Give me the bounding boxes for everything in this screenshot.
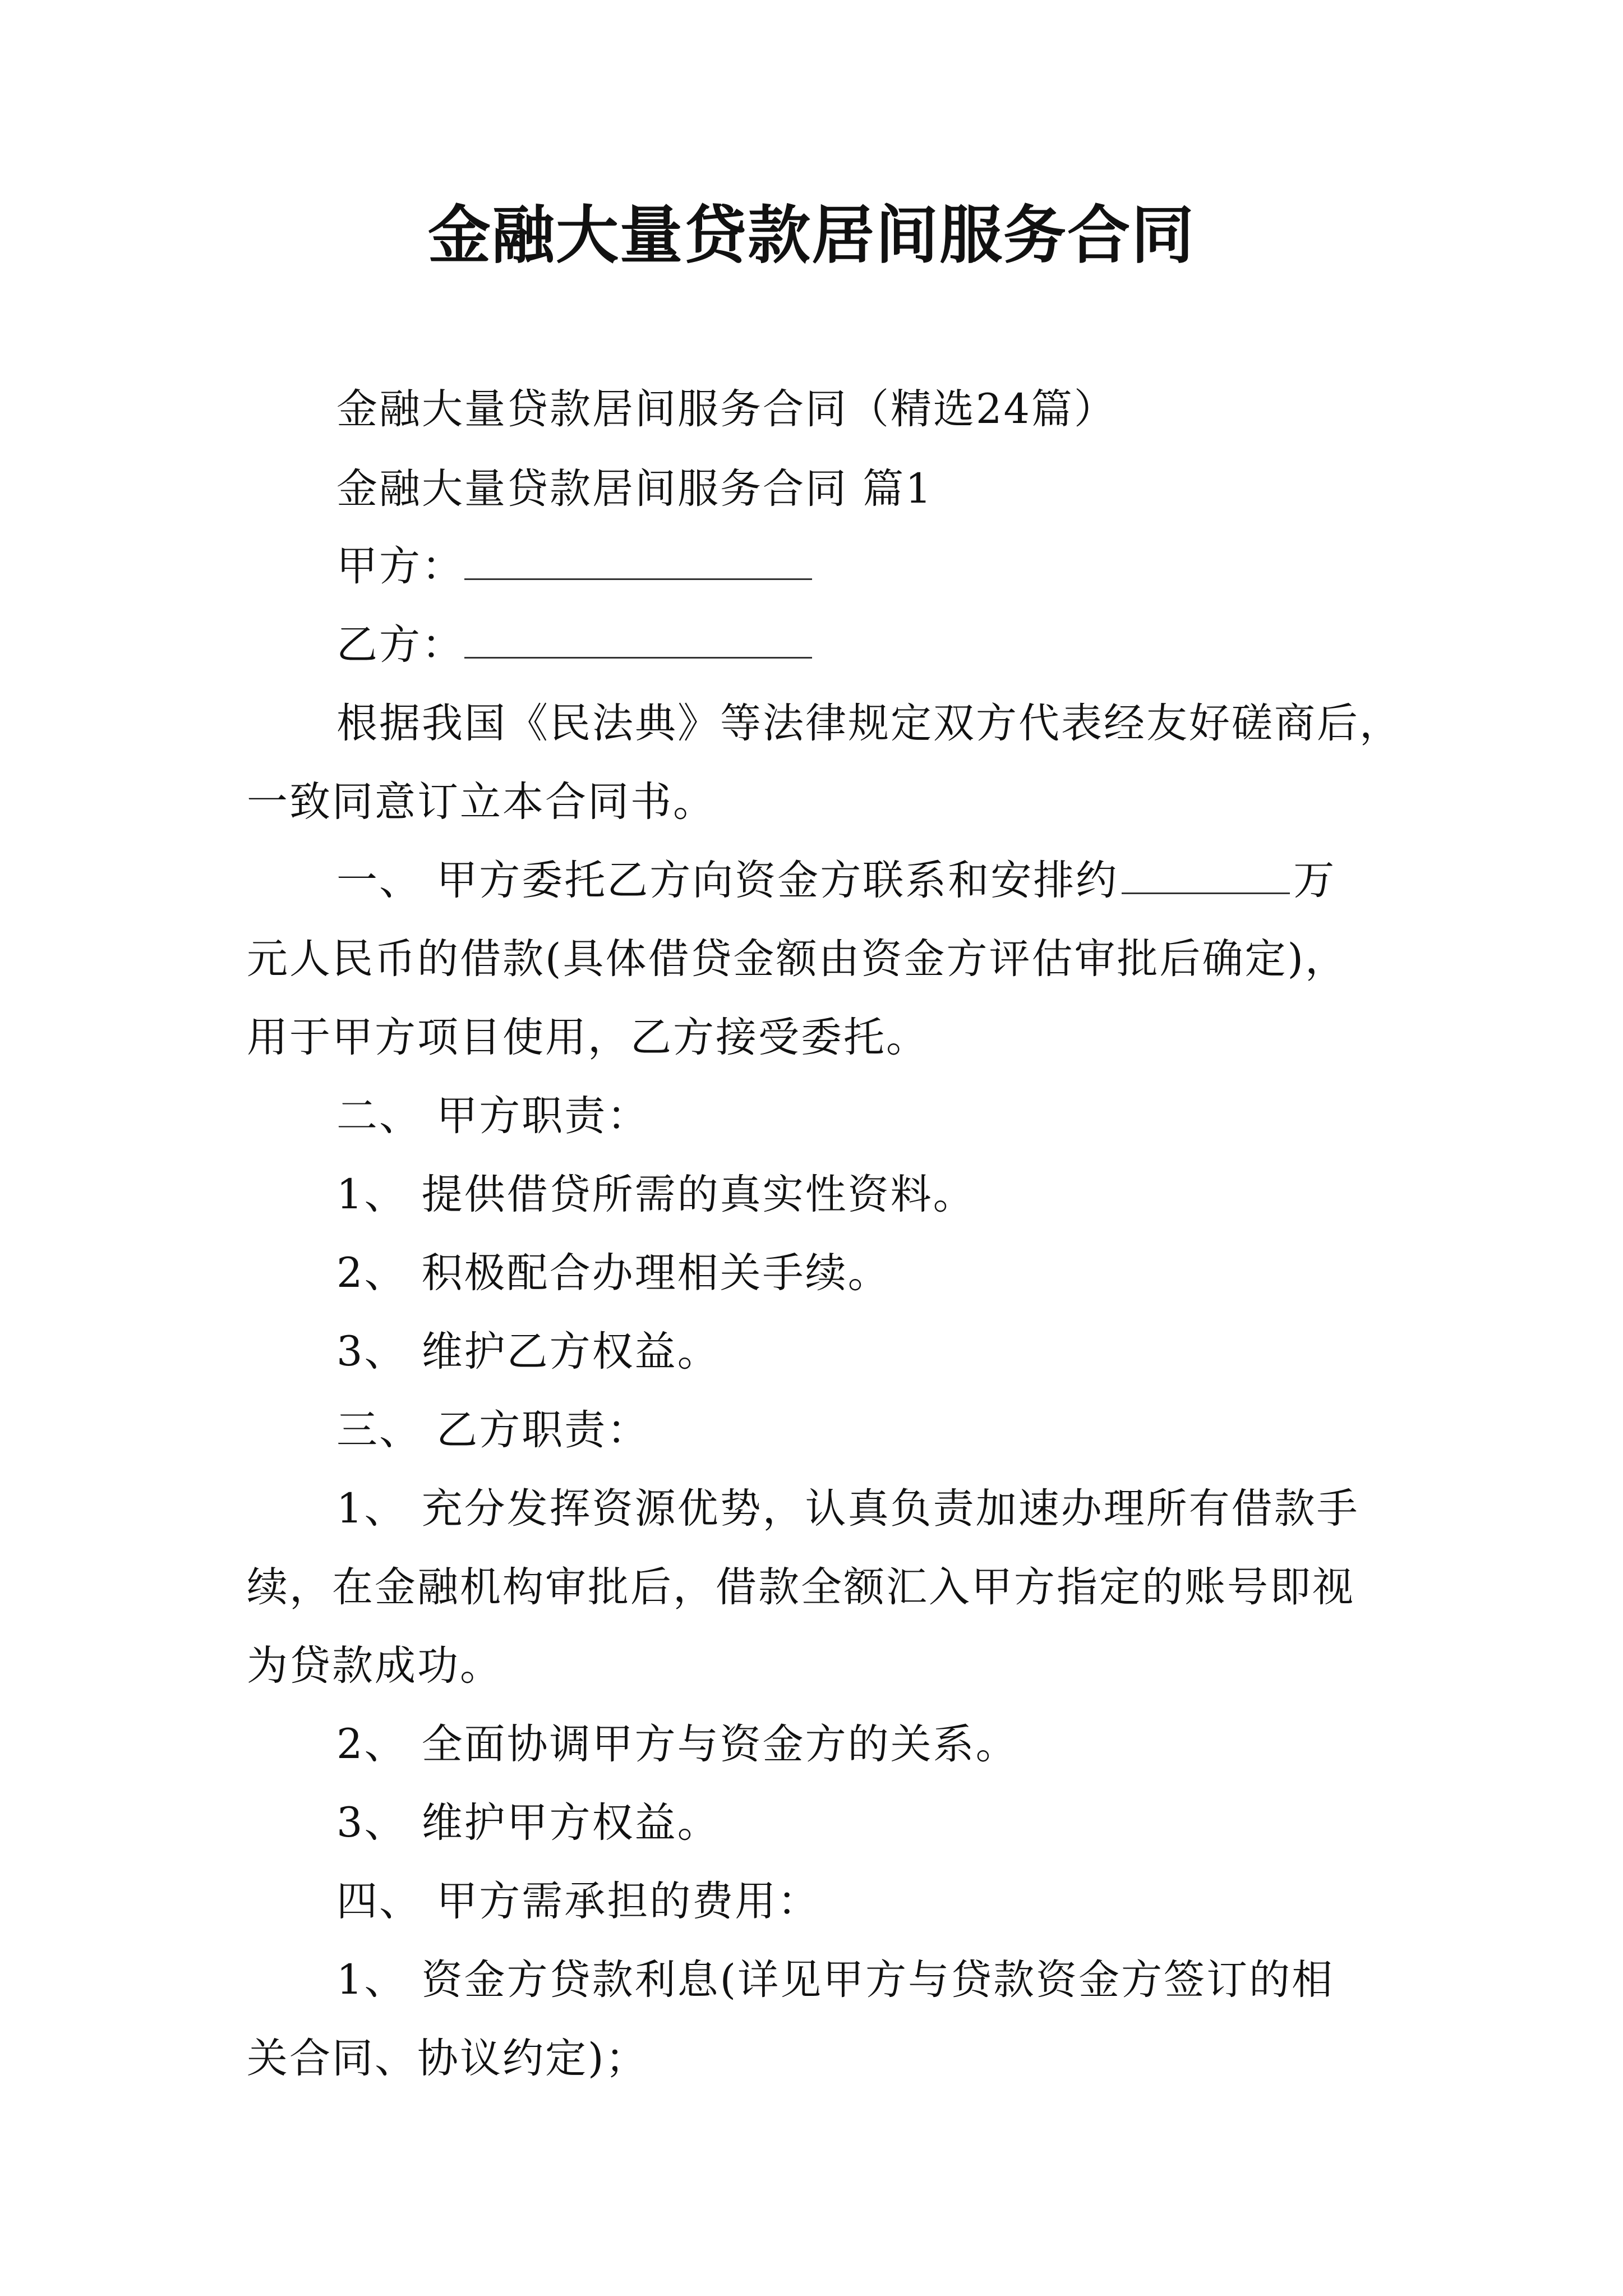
list-item: 1、 充分发挥资源优势，认真负责加速办理所有借款手 [336,1485,1359,1533]
list-item: 1、 资金方贷款利息(详见甲方与贷款资金方签订的相 [336,1956,1335,2004]
party-a-blank [464,544,812,580]
party-a-line [336,539,1481,595]
amount-unit: 万 [1293,857,1336,904]
section-heading: 二、 甲方职责： [336,1092,650,1140]
subtitle-collection: 金融大量贷款居间服务合同（精选24篇） [336,385,1117,433]
party-b-label: 乙方： [336,621,464,669]
list-item: 2、 全面协调甲方与资金方的关系。 [336,1720,1018,1768]
paragraph-line: 关合同、协议约定)； [247,2035,648,2082]
list-item: 3、 维护乙方权益。 [336,1328,720,1375]
paragraph-line: 元人民币的借款(具体借贷金额由资金方评估审批后确定)， [247,935,1348,983]
party-b-line [336,617,1481,673]
paragraph-line: 用于甲方项目使用，乙方接受委托。 [247,1014,929,1061]
paragraph-line: 续，在金融机构审批后，借款全额汇入甲方指定的账号即视 [247,1563,1355,1611]
amount-blank [1122,858,1290,894]
list-item: 3、 维护甲方权益。 [336,1799,720,1847]
list-item: 2、 积极配合办理相关手续。 [336,1249,891,1297]
subtitle-part-1: 金融大量贷款居间服务合同 篇1 [336,465,933,513]
clause-1-line [336,853,1481,909]
paragraph-line: 一致同意订立本合同书。 [247,778,716,826]
list-item: 1、 提供借贷所需的真实性资料。 [336,1171,976,1218]
section-heading: 三、 乙方职责： [336,1406,650,1454]
party-a-label: 甲方： [336,542,464,590]
paragraph-line: 为贷款成功。 [247,1642,502,1690]
clause-1-text: 一、 甲方委托乙方向资金方联系和安排约 [336,857,1119,904]
paragraph-line: 根据我国《民法典》等法律规定双方代表经友好磋商后， [336,700,1402,747]
section-heading: 四、 甲方需承担的费用： [336,1878,820,1925]
party-b-blank [464,622,812,659]
document-title: 金融大量贷款居间服务合同 [428,199,1195,272]
